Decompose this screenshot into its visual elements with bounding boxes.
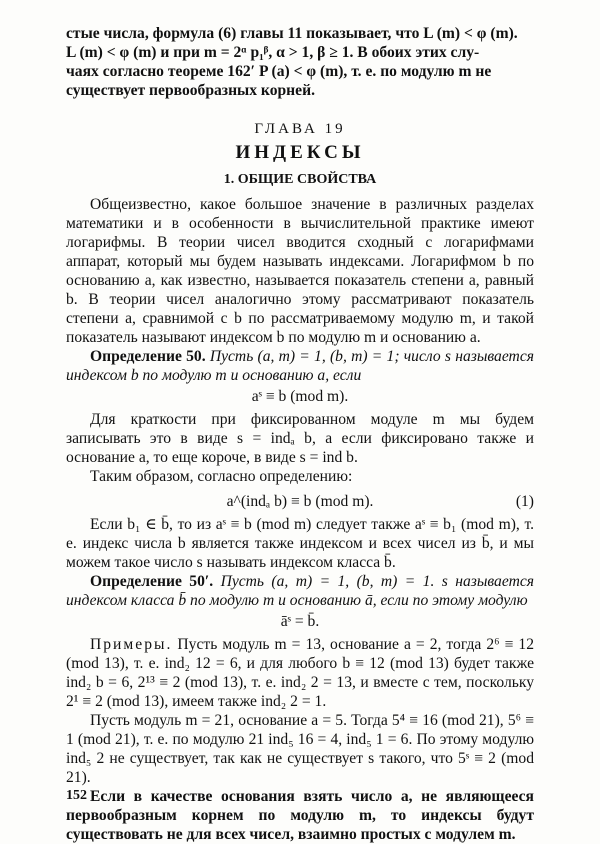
definition-50 [66,347,534,385]
thus-line: Таким образом, согласно определению: [90,468,353,485]
definition-50-prime [66,572,534,610]
formula-2-row [66,492,534,511]
top-line-4: существует первообразных корней. [66,82,315,99]
chapter-title: ИНДЕКСЫ [235,142,365,163]
section-title: 1. ОБЩИЕ СВОЙСТВА [223,172,377,187]
brevity-paragraph: Для краткости при фиксированном модуле m мы будем записывать это в виде s = indₐ b, а если фиксировано также и основание a, то еще короче, в виде s = ind b. [66,411,534,466]
chapter-number: ГЛАВА 19 [254,121,346,137]
class-index-paragraph: Если b₁ ∈ b̄, то из aˢ ≡ b (mod m) следует также aˢ ≡ b₁ (mod m), т. е. индекс числа b является также индексом и всех чисел из b̄, и мы можем такое число s называть индексом класса b̄. [66,516,534,571]
equation-number: (1) [515,493,534,510]
module-21-paragraph: Пусть модуль m = 21, основание a = 5. Тогда 5⁴ ≡ 16 (mod 21), 5⁶ ≡ 1 (mod 21), т. е. по модулю 21 ind₅ 16 = 4, ind₅ 1 = 6. По этому модулю ind₅ 2 не существует, так как не существует s такого, что 5ˢ ≡ 2 (mod 21). [66,712,534,786]
formula-1: aˢ ≡ b (mod m). [251,388,349,405]
definition-50-prime-text: Пусть (a, m) = 1, (b, m) = 1. s называется индексом класса b̄ по модулю m и основанию ā, если по этому модулю [66,573,534,609]
examples-text: Пусть модуль m = 13, основание a = 2, тогда 2⁶ ≡ 12 (mod 13), т. е. ind₂ 12 = 6, и для любого b ≡ 12 (mod 13) будет также ind₂ b = 6, 2¹³ ≡ 2 (mod 13), т. е. ind₂ 2 = 13, и вместе с тем, поскольку 2¹ ≡ 2 (mod 13), имеем также ind₂ 2 = 1. [66,636,534,710]
top-line-3: чаях согласно теореме 162′ P (a) < φ (m), т. е. по модулю m не [66,63,492,80]
top-line-2: L (m) < φ (m) и при m = 2ᵅ p₁ᵝ, α > 1, β ≥ 1. В обоих этих слу- [66,44,480,61]
examples-label: Примеры. [90,636,173,653]
formula-3: āˢ = b̄. [280,613,320,630]
last-paragraph: Если в качестве основания взять число a, не являющееся первообразным корнем по модулю m, то индексы будут существовать не для всех чисел, взаимно простых с модулем m. [66,788,534,843]
examples-paragraph [66,635,534,711]
definition-50-label: Определение 50. [90,348,206,365]
top-line-1: стые числа, формула (6) главы 11 показывает, что L (m) < φ (m). [66,25,518,42]
intro-paragraph: Общеизвестно, какое большое значение в различных разделах математики и в особенности в вычислительной практике имеют логарифмы. В теории чисел вводится сходный с логарифмами аппарат, который мы будем называть индексами. Логарифмом b по основанию a, как известно, называется показатель степени a, равный b. В теории чисел аналогично этому рассматривают показатель степени a, сравнимой с b по рассматриваемому модулю m, и такой показатель называют индексом b по модулю m и основанию a. [66,196,534,346]
page-number: 152 [66,788,87,803]
definition-50-prime-label: Определение 50′. [90,573,214,590]
definition-50-text: Пусть (a, m) = 1, (b, m) = 1; число s называется индексом b по модулю m и основанию a, если [66,348,534,384]
chapter-content [66,100,534,844]
top-paragraph [66,24,534,100]
formula-2: a^(indₐ b) ≡ b (mod m). [226,493,374,510]
